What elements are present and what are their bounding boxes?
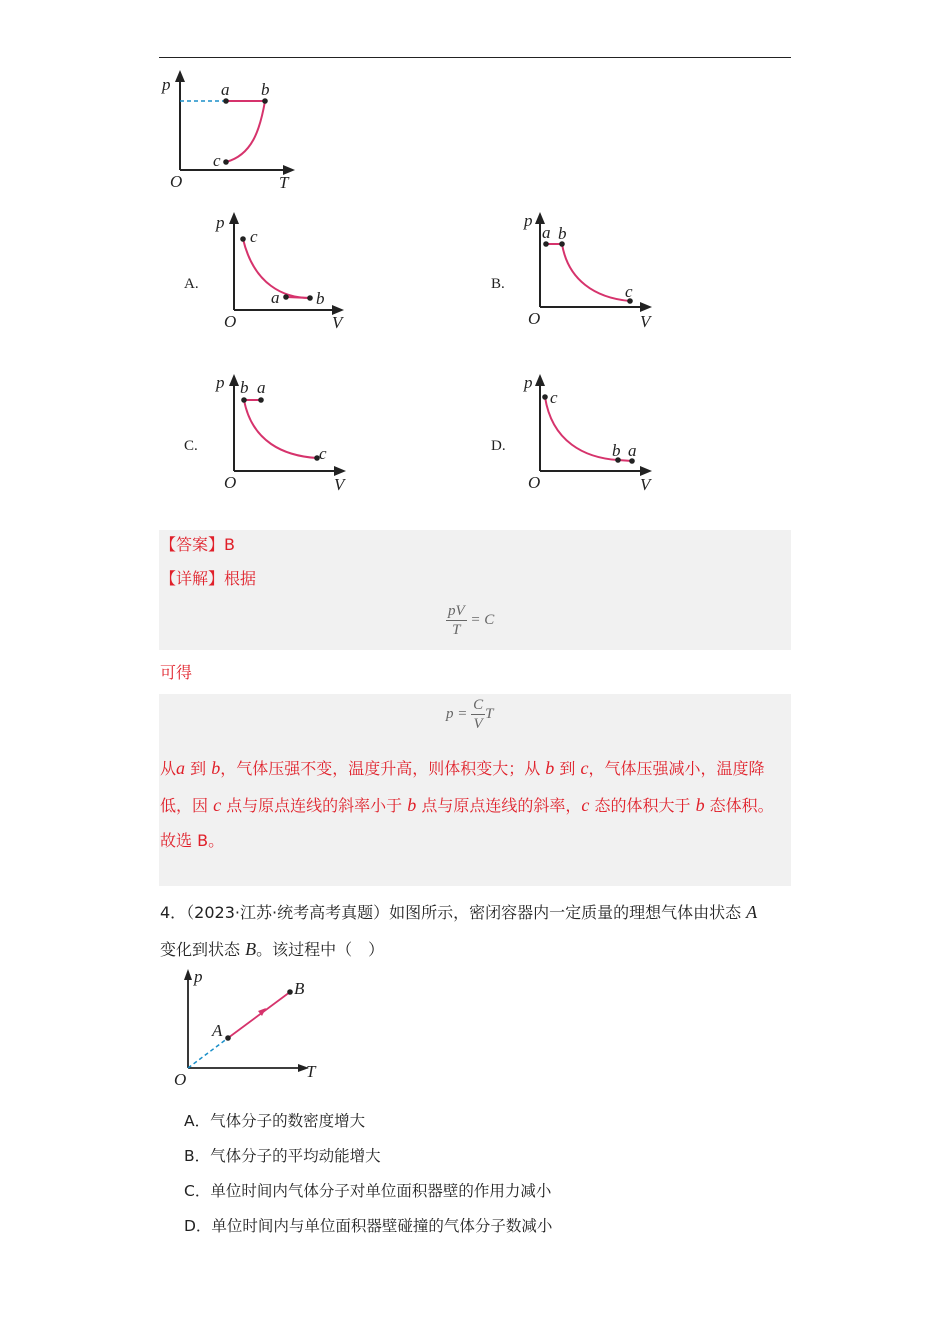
option-c-diagram bbox=[214, 372, 354, 497]
choice-d[interactable]: D．单位时间内与单位面积器壁碰撞的气体分子数减小 bbox=[184, 1217, 553, 1235]
axis-p: p bbox=[162, 75, 171, 94]
svg-text:O: O bbox=[528, 473, 541, 492]
choice-b[interactable]: B．气体分子的平均动能增大 bbox=[184, 1147, 381, 1165]
axis-T: T bbox=[279, 173, 289, 192]
svg-text:a: a bbox=[628, 441, 637, 460]
choice-c[interactable]: C．单位时间内气体分子对单位面积器壁的作用力减小 bbox=[184, 1182, 552, 1200]
point-a: a bbox=[221, 80, 230, 99]
question-4-line-1: 4．（2023·江苏·统考高考真题）如图所示，密闭容器内一定质量的理想气体由状态 A bbox=[160, 902, 758, 922]
svg-text:a: a bbox=[257, 378, 266, 397]
header-rule bbox=[159, 57, 791, 58]
point-c: c bbox=[213, 151, 221, 170]
question-4-line-2: 变化到状态 B。该过程中（ ） bbox=[160, 939, 385, 959]
svg-text:V: V bbox=[332, 313, 343, 332]
svg-text:p: p bbox=[194, 967, 203, 986]
answer-line: 【答案】B bbox=[160, 535, 235, 554]
svg-text:c: c bbox=[250, 227, 258, 246]
svg-text:b: b bbox=[558, 224, 567, 243]
point-b: b bbox=[261, 80, 270, 99]
q4-pt-diagram bbox=[170, 964, 330, 1089]
svg-text:c: c bbox=[625, 282, 633, 301]
svg-text:b: b bbox=[316, 289, 325, 308]
svg-text:A: A bbox=[212, 1021, 223, 1040]
svg-text:c: c bbox=[550, 388, 558, 407]
svg-text:B: B bbox=[294, 979, 305, 998]
option-a-letter: A. bbox=[184, 276, 199, 292]
svg-text:V: V bbox=[640, 475, 651, 494]
svg-text:p: p bbox=[524, 211, 533, 230]
svg-text:p: p bbox=[216, 213, 225, 232]
svg-text:p: p bbox=[216, 373, 225, 392]
svg-text:V: V bbox=[640, 312, 651, 331]
svg-text:a: a bbox=[271, 288, 280, 307]
svg-text:V: V bbox=[334, 475, 345, 494]
explanation-line-3: 故选 B。 bbox=[160, 831, 225, 850]
option-a-diagram bbox=[214, 210, 354, 335]
choice-a[interactable]: A．气体分子的数密度增大 bbox=[184, 1112, 366, 1130]
svg-text:c: c bbox=[319, 444, 327, 463]
option-b-letter: B. bbox=[491, 276, 505, 292]
svg-text:O: O bbox=[224, 473, 237, 492]
explanation-line-2: 低，因 c 点与原点连线的斜率小于 b 点与原点连线的斜率，c 态的体积大于 b 态体积。 bbox=[160, 795, 774, 815]
option-d-diagram bbox=[520, 372, 660, 497]
answer-value: B bbox=[224, 535, 235, 554]
pt-diagram bbox=[160, 70, 300, 195]
kede-line: 可得 bbox=[160, 663, 193, 682]
svg-text:O: O bbox=[224, 312, 237, 331]
formula-pv-t: $\frac{pV}{T}$ = C bbox=[448, 603, 495, 638]
option-d-letter: D. bbox=[491, 438, 506, 454]
option-b-diagram bbox=[520, 210, 660, 335]
formula-p-ct: p = $\frac{C}{V}$ T bbox=[446, 697, 494, 732]
svg-text:b: b bbox=[612, 441, 621, 460]
svg-text:b: b bbox=[240, 378, 249, 397]
explanation-line-1: 从a 到 b，气体压强不变，温度升高，则体积变大；从 b 到 c，气体压强减小，温度降 bbox=[160, 758, 765, 778]
svg-text:T: T bbox=[306, 1062, 316, 1081]
svg-text:O: O bbox=[174, 1070, 187, 1089]
axis-origin: O bbox=[170, 172, 183, 191]
svg-text:O: O bbox=[528, 309, 541, 328]
svg-text:p: p bbox=[524, 373, 533, 392]
detail-line: 【详解】根据 bbox=[160, 569, 257, 588]
svg-text:a: a bbox=[542, 223, 551, 242]
option-c-letter: C. bbox=[184, 438, 198, 454]
